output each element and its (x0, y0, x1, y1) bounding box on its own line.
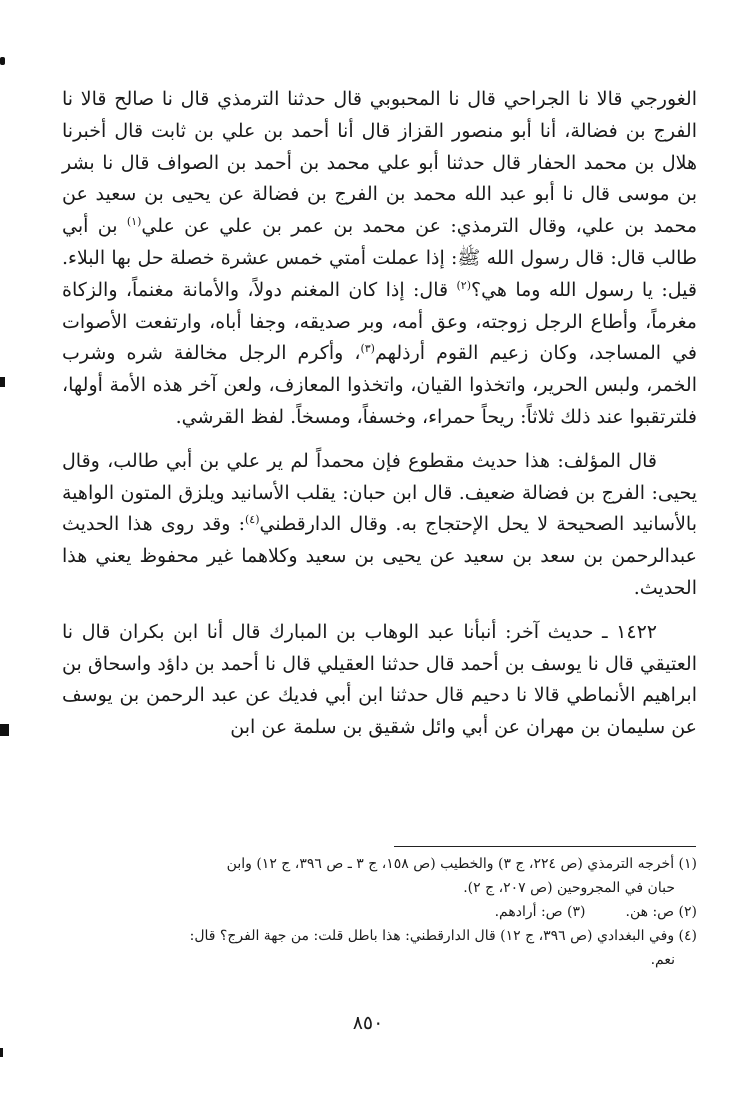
paragraph-text: بن أبي طالب قال: قال رسول الله ﷺ: إذا عملت أمتي خمس عشرة خصلة حل بها البلاء. قيل: يا رسول الله وما هي؟ (62, 215, 697, 301)
footnote-1: (١) أخرجه الترمذي (ص ٢٢٤، ج ٣) والخطيب (ص ١٥٨، ج ٣ ـ ص ٣٩٦، ج ١٢) وابن (226, 856, 697, 872)
footnote-divider (394, 846, 696, 847)
footnote-4-continuation: نعم. (650, 952, 675, 968)
footnote-ref-2[interactable]: (٢) (456, 278, 471, 292)
paragraph-text: قال المؤلف: هذا حديث مقطوع فإن محمداً لم ير علي بن أبي طالب، وقال يحيى: الفرج بن فضالة ضعيف. قال ابن حبان: يقلب الأسانيد ويلزق المتون الواهية بالأسانيد الصحيحة لا يحل الإحتجاج به. وقال الدارقطني (62, 449, 697, 536)
footnote-ref-4[interactable]: (٤) (245, 513, 260, 527)
main-text (62, 84, 697, 744)
paragraph-text: ١٤٢٢ ـ حديث آخر: أنبأنا عبد الوهاب بن المبارك قال أنا ابن بكران قال نا العتيقي قال نا يوسف بن أحمد قال حدثنا العقيلي قال نا أحمد بن داؤد واسحاق بن ابراهيم الأنماطي قالا نا دحيم قال حدثنا ابن أبي فديك عن عبد الرحمن بن يوسف عن سليمان بن مهران عن أبي وائل شقيق بن سلمة عن ابن (62, 620, 697, 739)
footnote-2-3-row (62, 900, 697, 924)
footnote-3: (٣) ص: أرادهم. (494, 904, 586, 920)
footnote-4: (٤) وفي البغدادي (ص ٣٩٦، ج ١٢) قال الدارقطني: هذا باطل قلت: من جهة الفرج؟ قال: (189, 928, 697, 944)
footnote-ref-1[interactable]: (١) (126, 215, 142, 229)
paragraph-isnad-hadith (62, 84, 697, 434)
page-number: ٨٥٠ (352, 1012, 384, 1034)
paragraph-text: قال: إذا كان المغنم دولاً، والأمانة مغنماً، والزكاة مغرماً، وأطاع الرجل زوجته، وعق أمه، وبر صديقه، وجفا أباه، وارتفعت الأصوات في المساجد، وكان زعيم القوم أرذلهم (62, 278, 697, 365)
scan-edge-mark (0, 377, 5, 387)
footnote-1-continuation: حبان في المجروحين (ص ٢٠٧، ج ٢). (463, 880, 675, 896)
paragraph-text: : وقد روى هذا الحديث عبدالرحمن بن سعد بن سعيد عن يحيى بن سعيد وكلاهما غير محفوظ يعني هذا الحديث. (62, 513, 697, 599)
paragraph-text: ، وأكرم الرجل مخالفة شره وشرب الخمر، ولبس الحرير، واتخذوا القيان، واتخذوا المعازف، ولعن آخر هذه الأمة أولها، فلترتقبوا عند ذلك ثلاثاً: ريحاً حمراء، وخسفاً، ومسخاً. لفظ القرشي. (62, 342, 697, 428)
paragraph-hadith-1422 (62, 617, 697, 744)
paragraph-author-comment (62, 446, 697, 605)
scan-edge-mark (0, 1048, 3, 1057)
footnote-2: (٢) ص: هن. (625, 904, 697, 920)
scan-edge-mark (0, 724, 9, 736)
scan-edge-mark (0, 57, 5, 65)
footnote-ref-3[interactable]: (٣) (360, 342, 375, 356)
paragraph-text: الغورجي قالا نا الجراحي قال نا المحبوبي قال حدثنا الترمذي قال نا صالح قالا نا الفرج بن فضالة، أنا أبو منصور القزاز قال أنا أحمد بن علي بن ثابت قال أخبرنا هلال بن محمد الحفار قال حدثنا أبو علي محمد بن أحمد بن الصواف قال نا بشر بن موسى قال نا أبو عبد الله محمد بن الفرج بن فضالة عن يحيى بن سعيد عن محمد بن علي، وقال الترمذي: عن محمد بن عمر بن علي عن علي (62, 88, 698, 238)
footnotes (62, 852, 697, 972)
